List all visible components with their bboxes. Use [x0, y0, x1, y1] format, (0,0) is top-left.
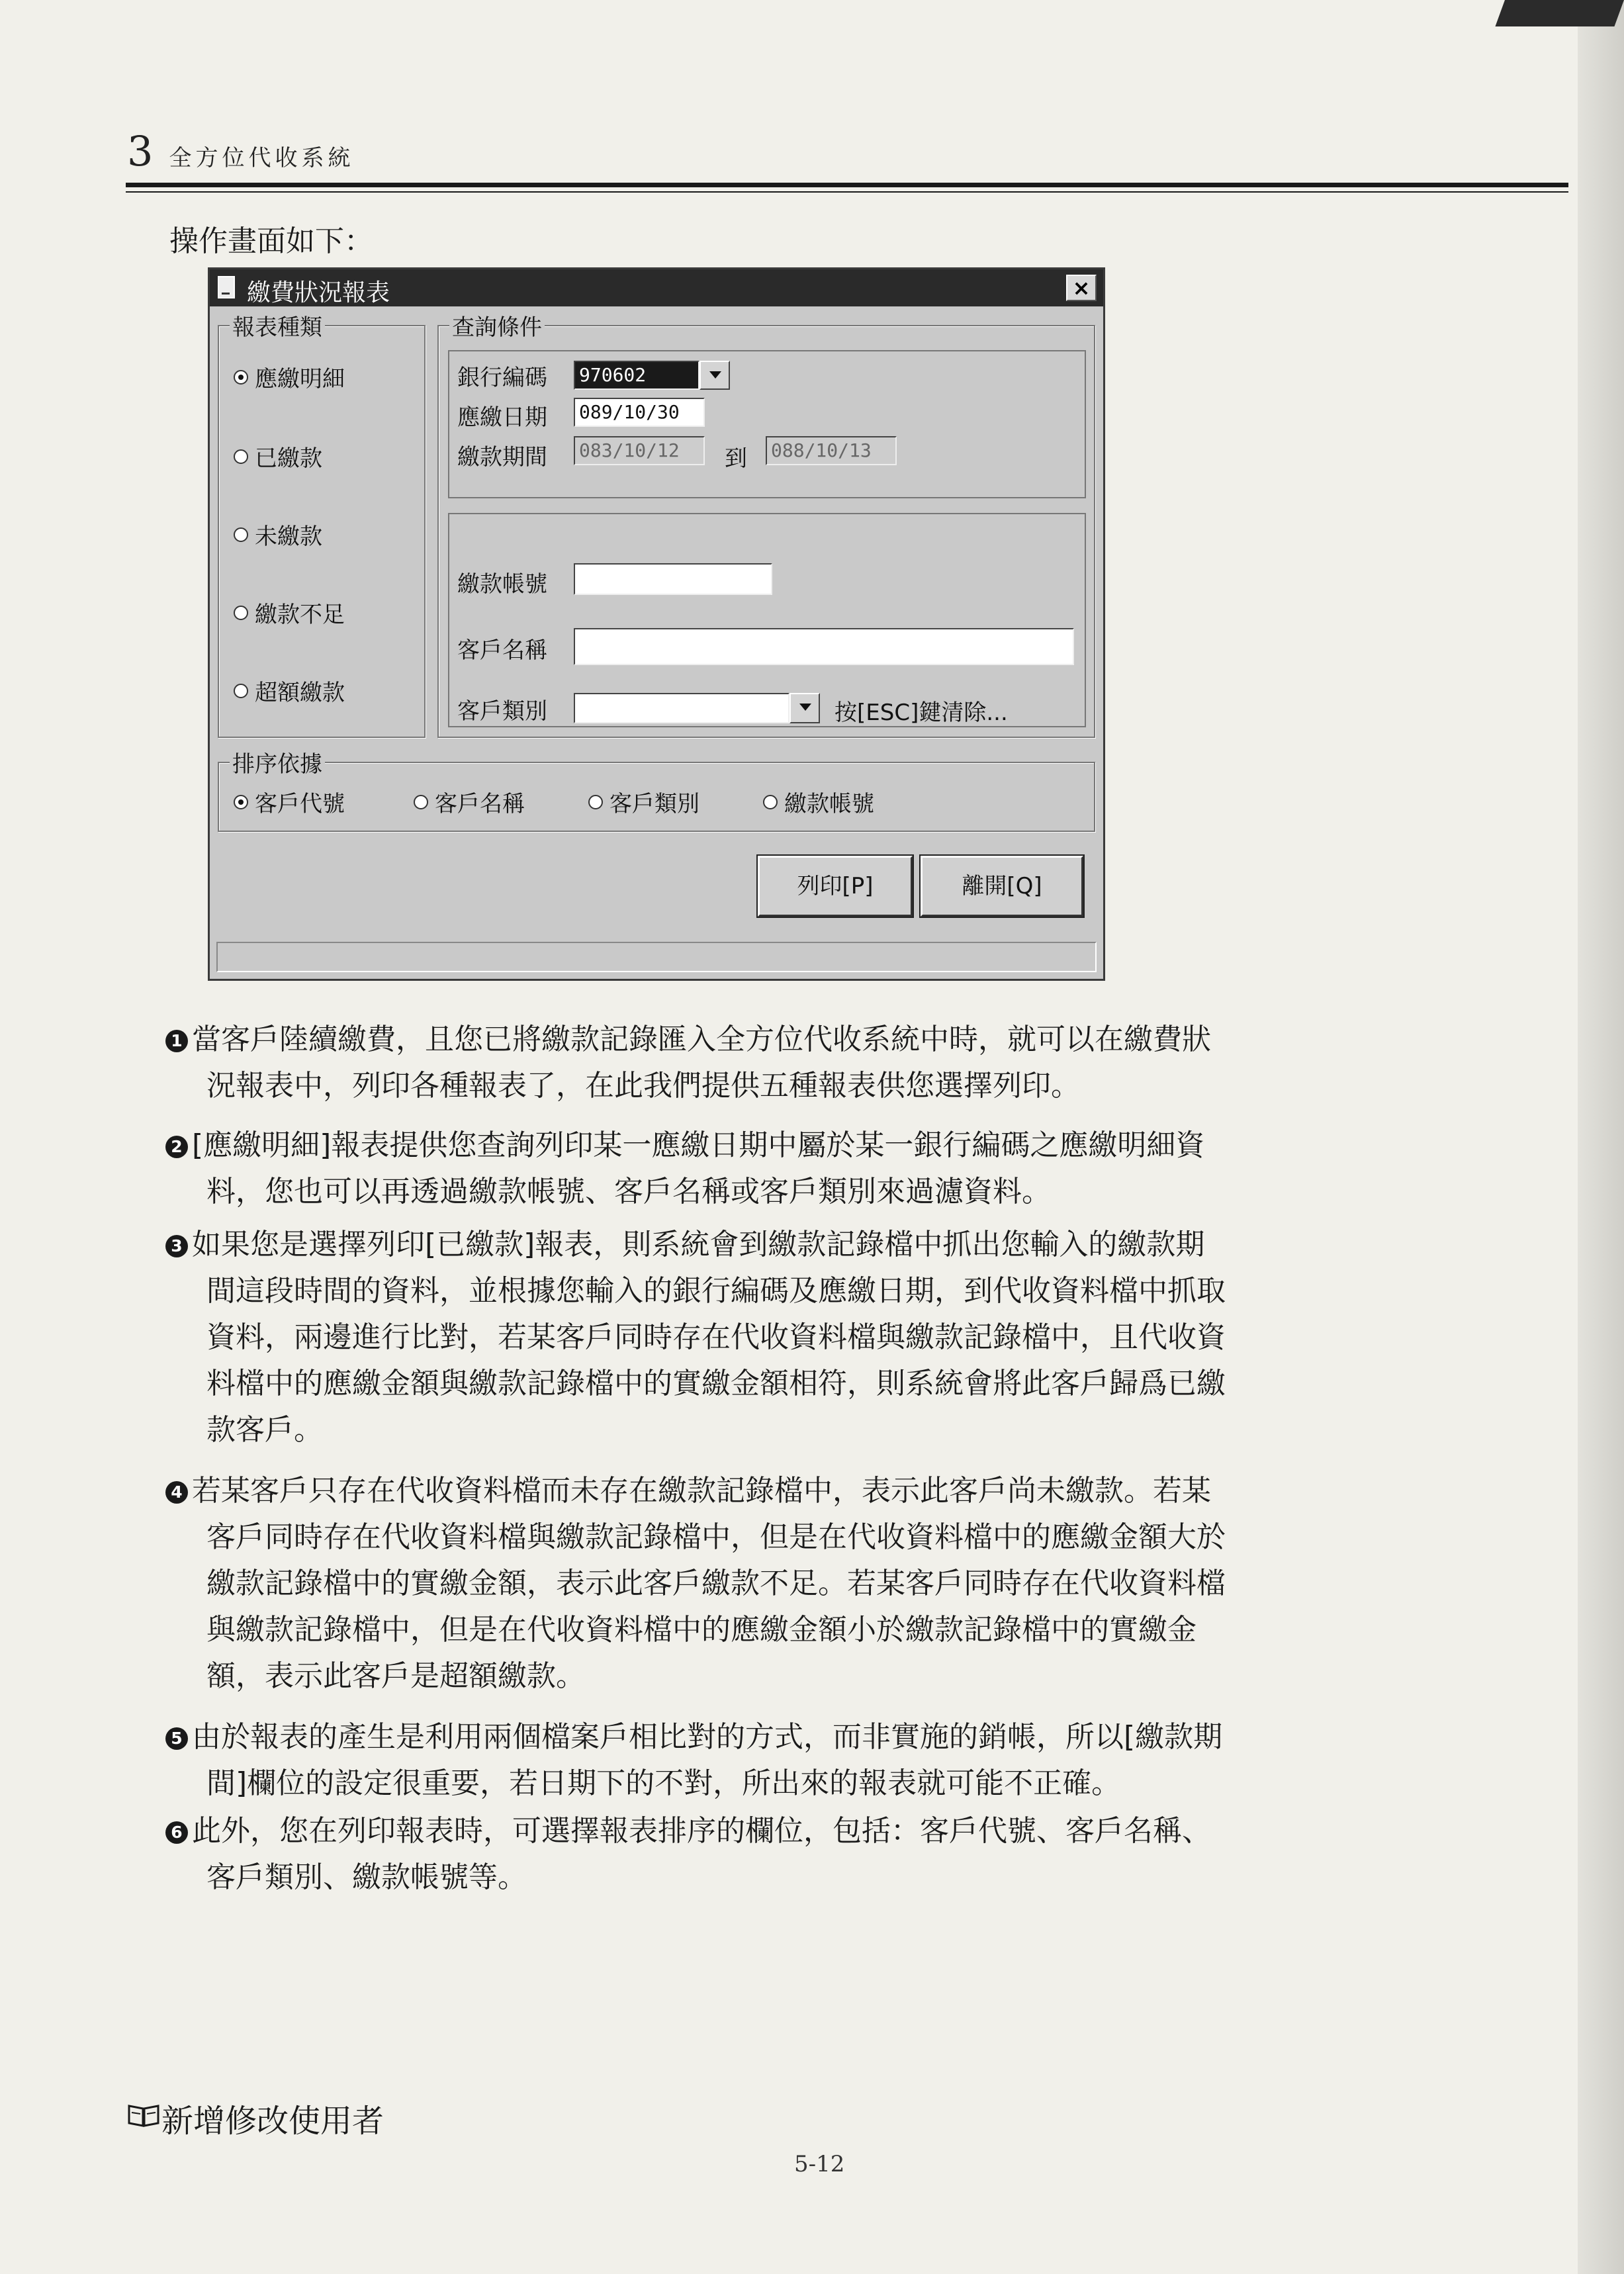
- paragraph-line: 與繳款記錄檔中，但是在代收資料檔中的應繳金額小於繳款記錄檔中的實繳金: [206, 1613, 1196, 1647]
- chapter-number: 3: [127, 127, 154, 175]
- radio-label: 未繳款: [255, 523, 322, 550]
- dialog-titlebar[interactable]: [210, 269, 1103, 306]
- paragraph-line: [165, 1468, 1226, 1514]
- to-label: 到: [725, 445, 747, 472]
- paragraph-line: 客戶類別、繳款帳號等。: [206, 1860, 527, 1894]
- exit-button[interactable]: 離開[Q]: [921, 856, 1083, 917]
- dialog-status-bar: [216, 942, 1097, 972]
- paragraph-1: [165, 1017, 1211, 1109]
- paragraph-line: 資料，兩邊進行比對，若某客戶同時存在代收資料檔與繳款記錄檔中，且代收資: [206, 1320, 1226, 1354]
- header-rule: [126, 183, 1568, 187]
- paragraph-line: 間這段時間的資料，並根據您輸入的銀行編碼及應繳日期，到代收資料檔中抓取: [206, 1274, 1226, 1308]
- radio-button-selected[interactable]: [234, 370, 248, 385]
- radio-button-selected[interactable]: [234, 795, 248, 809]
- line-text: 由於報表的產生是利用兩個檔案戶相比對的方式，而非實施的銷帳，所以[繳款期: [192, 1720, 1223, 1754]
- paragraph-5: [165, 1714, 1222, 1807]
- radio-label: 繳款帳號: [784, 791, 874, 817]
- report-type-group: [218, 314, 426, 738]
- paragraph-line: 料，您也可以再透過繳款帳號、客戶名稱或客戶類別來過濾資料。: [206, 1175, 1051, 1208]
- query-conditions-group: [437, 314, 1095, 738]
- sort-radio-account[interactable]: [763, 786, 874, 818]
- paragraph-line: 況報表中，列印各種報表了，在此我們提供五種報表供您選擇列印。: [206, 1069, 1080, 1103]
- header-rule-thin: [126, 191, 1568, 193]
- numbered-bullet: 2: [165, 1136, 188, 1158]
- chapter-title: 全方位代收系統: [169, 145, 355, 171]
- paragraph-line: 額，表示此客戶是超額繳款。: [206, 1659, 585, 1693]
- page-corner-shadow: [1495, 0, 1624, 26]
- intro-text: 操作畫面如下：: [169, 224, 373, 258]
- paragraph-line: 客戶同時存在代收資料檔與繳款記錄檔中，但是在代收資料檔中的應繳金額大於: [206, 1520, 1226, 1554]
- sort-radio-customer-type[interactable]: [588, 786, 699, 818]
- paragraph-line: [165, 1222, 1226, 1268]
- radio-label: 客戶代號: [255, 791, 345, 817]
- account-field[interactable]: [574, 563, 772, 595]
- radio-button[interactable]: [588, 795, 603, 809]
- payment-period-to-field[interactable]: 088/10/13: [766, 436, 897, 465]
- numbered-bullet: 4: [165, 1481, 188, 1504]
- radio-label: 應繳明細: [255, 366, 345, 392]
- book-icon: [127, 2102, 160, 2128]
- radio-underpaid[interactable]: [234, 596, 345, 629]
- page-edge-shadow: [1578, 0, 1624, 2274]
- paragraph-line: [165, 1122, 1204, 1169]
- print-button[interactable]: 列印[P]: [758, 856, 913, 917]
- numbered-bullet: 6: [165, 1821, 188, 1844]
- close-button[interactable]: ×: [1066, 275, 1097, 301]
- page-number: 5-12: [794, 2151, 845, 2177]
- sort-radio-customer-name[interactable]: [414, 786, 525, 818]
- sort-by-group: [218, 751, 1095, 832]
- numbered-bullet: 1: [165, 1030, 188, 1052]
- radio-button[interactable]: [763, 795, 778, 809]
- due-date-label: 應繳日期: [457, 404, 547, 431]
- radio-label: 超額繳款: [255, 680, 345, 706]
- sort-by-label: 排序依據: [230, 746, 325, 778]
- dialog-title: 繳費狀況報表: [247, 279, 390, 306]
- payment-period-from-field[interactable]: 083/10/12: [574, 436, 705, 465]
- window-icon: [218, 276, 235, 298]
- paragraph-line: [165, 1808, 1211, 1854]
- running-header: [127, 127, 354, 175]
- numbered-bullet: 3: [165, 1235, 188, 1257]
- line-text: [應繳明細]報表提供您查詢列印某一應繳日期中屬於某一銀行編碼之應繳明細資: [192, 1128, 1205, 1162]
- line-text: 當客戶陸續繳費，且您已將繳款記錄匯入全方位代收系統中時，就可以在繳費狀: [192, 1023, 1211, 1056]
- paragraph-4: [165, 1468, 1226, 1700]
- paragraph-2: [165, 1122, 1204, 1215]
- customer-type-label: 客戶類別: [457, 698, 547, 725]
- query-conditions-label: 查詢條件: [449, 309, 545, 341]
- paragraph-line: 繳款記錄檔中的實繳金額，表示此客戶繳款不足。若某客戶同時存在代收資料檔: [206, 1567, 1226, 1600]
- line-text: 此外，您在列印報表時，可選擇報表排序的欄位，包括：客戶代號、客戶名稱、: [192, 1814, 1211, 1848]
- sort-radio-customer-id[interactable]: [234, 786, 345, 818]
- radio-label: 繳款不足: [255, 602, 345, 628]
- paragraph-6: [165, 1808, 1211, 1901]
- due-date-field[interactable]: 089/10/30: [574, 398, 705, 427]
- paragraph-line: 款客戶。: [206, 1413, 323, 1447]
- next-section-link[interactable]: 新增修改使用者: [161, 2103, 384, 2140]
- esc-clear-hint: 按[ESC]鍵清除...: [835, 700, 1008, 726]
- bank-code-label: 銀行編碼: [457, 365, 547, 391]
- customer-name-field[interactable]: [574, 628, 1074, 665]
- radio-label: 客戶類別: [609, 791, 699, 817]
- customer-name-label: 客戶名稱: [457, 637, 547, 664]
- line-text: 若某客戶只存在代收資料檔而未存在繳款記錄檔中，表示此客戶尚未繳款。若某: [192, 1474, 1211, 1508]
- radio-label: 客戶名稱: [435, 791, 525, 817]
- customer-type-dropdown-button[interactable]: [789, 693, 820, 723]
- radio-button[interactable]: [234, 449, 248, 464]
- line-text: 如果您是選擇列印[已繳款]報表，則系統會到繳款記錄檔中抓出您輸入的繳款期: [192, 1228, 1205, 1261]
- radio-button[interactable]: [234, 606, 248, 620]
- bank-code-combo[interactable]: 970602: [574, 361, 699, 390]
- paragraph-line: 間]欄位的設定很重要，若日期下的不對，所出來的報表就可能不正確。: [206, 1766, 1121, 1800]
- account-label: 繳款帳號: [457, 571, 547, 598]
- numbered-bullet: 5: [165, 1727, 188, 1750]
- radio-overpaid[interactable]: [234, 674, 345, 707]
- radio-due-detail[interactable]: [234, 361, 345, 393]
- radio-label: 已繳款: [255, 445, 322, 472]
- paragraph-line: 料檔中的應繳金額與繳款記錄檔中的實繳金額相符，則系統會將此客戶歸爲已繳: [206, 1367, 1226, 1400]
- radio-unpaid[interactable]: [234, 518, 322, 551]
- bank-code-dropdown-button[interactable]: [699, 361, 730, 390]
- customer-type-combo[interactable]: [574, 693, 789, 723]
- radio-button[interactable]: [234, 527, 248, 542]
- paragraph-line: [165, 1714, 1222, 1760]
- report-type-label: 報表種類: [230, 309, 325, 341]
- radio-button[interactable]: [234, 684, 248, 698]
- radio-button[interactable]: [414, 795, 428, 809]
- payment-period-label: 繳款期間: [457, 444, 547, 471]
- paragraph-line: [165, 1017, 1211, 1063]
- payment-status-report-dialog: [208, 267, 1105, 981]
- paragraph-3: [165, 1222, 1226, 1453]
- radio-paid[interactable]: [234, 440, 322, 473]
